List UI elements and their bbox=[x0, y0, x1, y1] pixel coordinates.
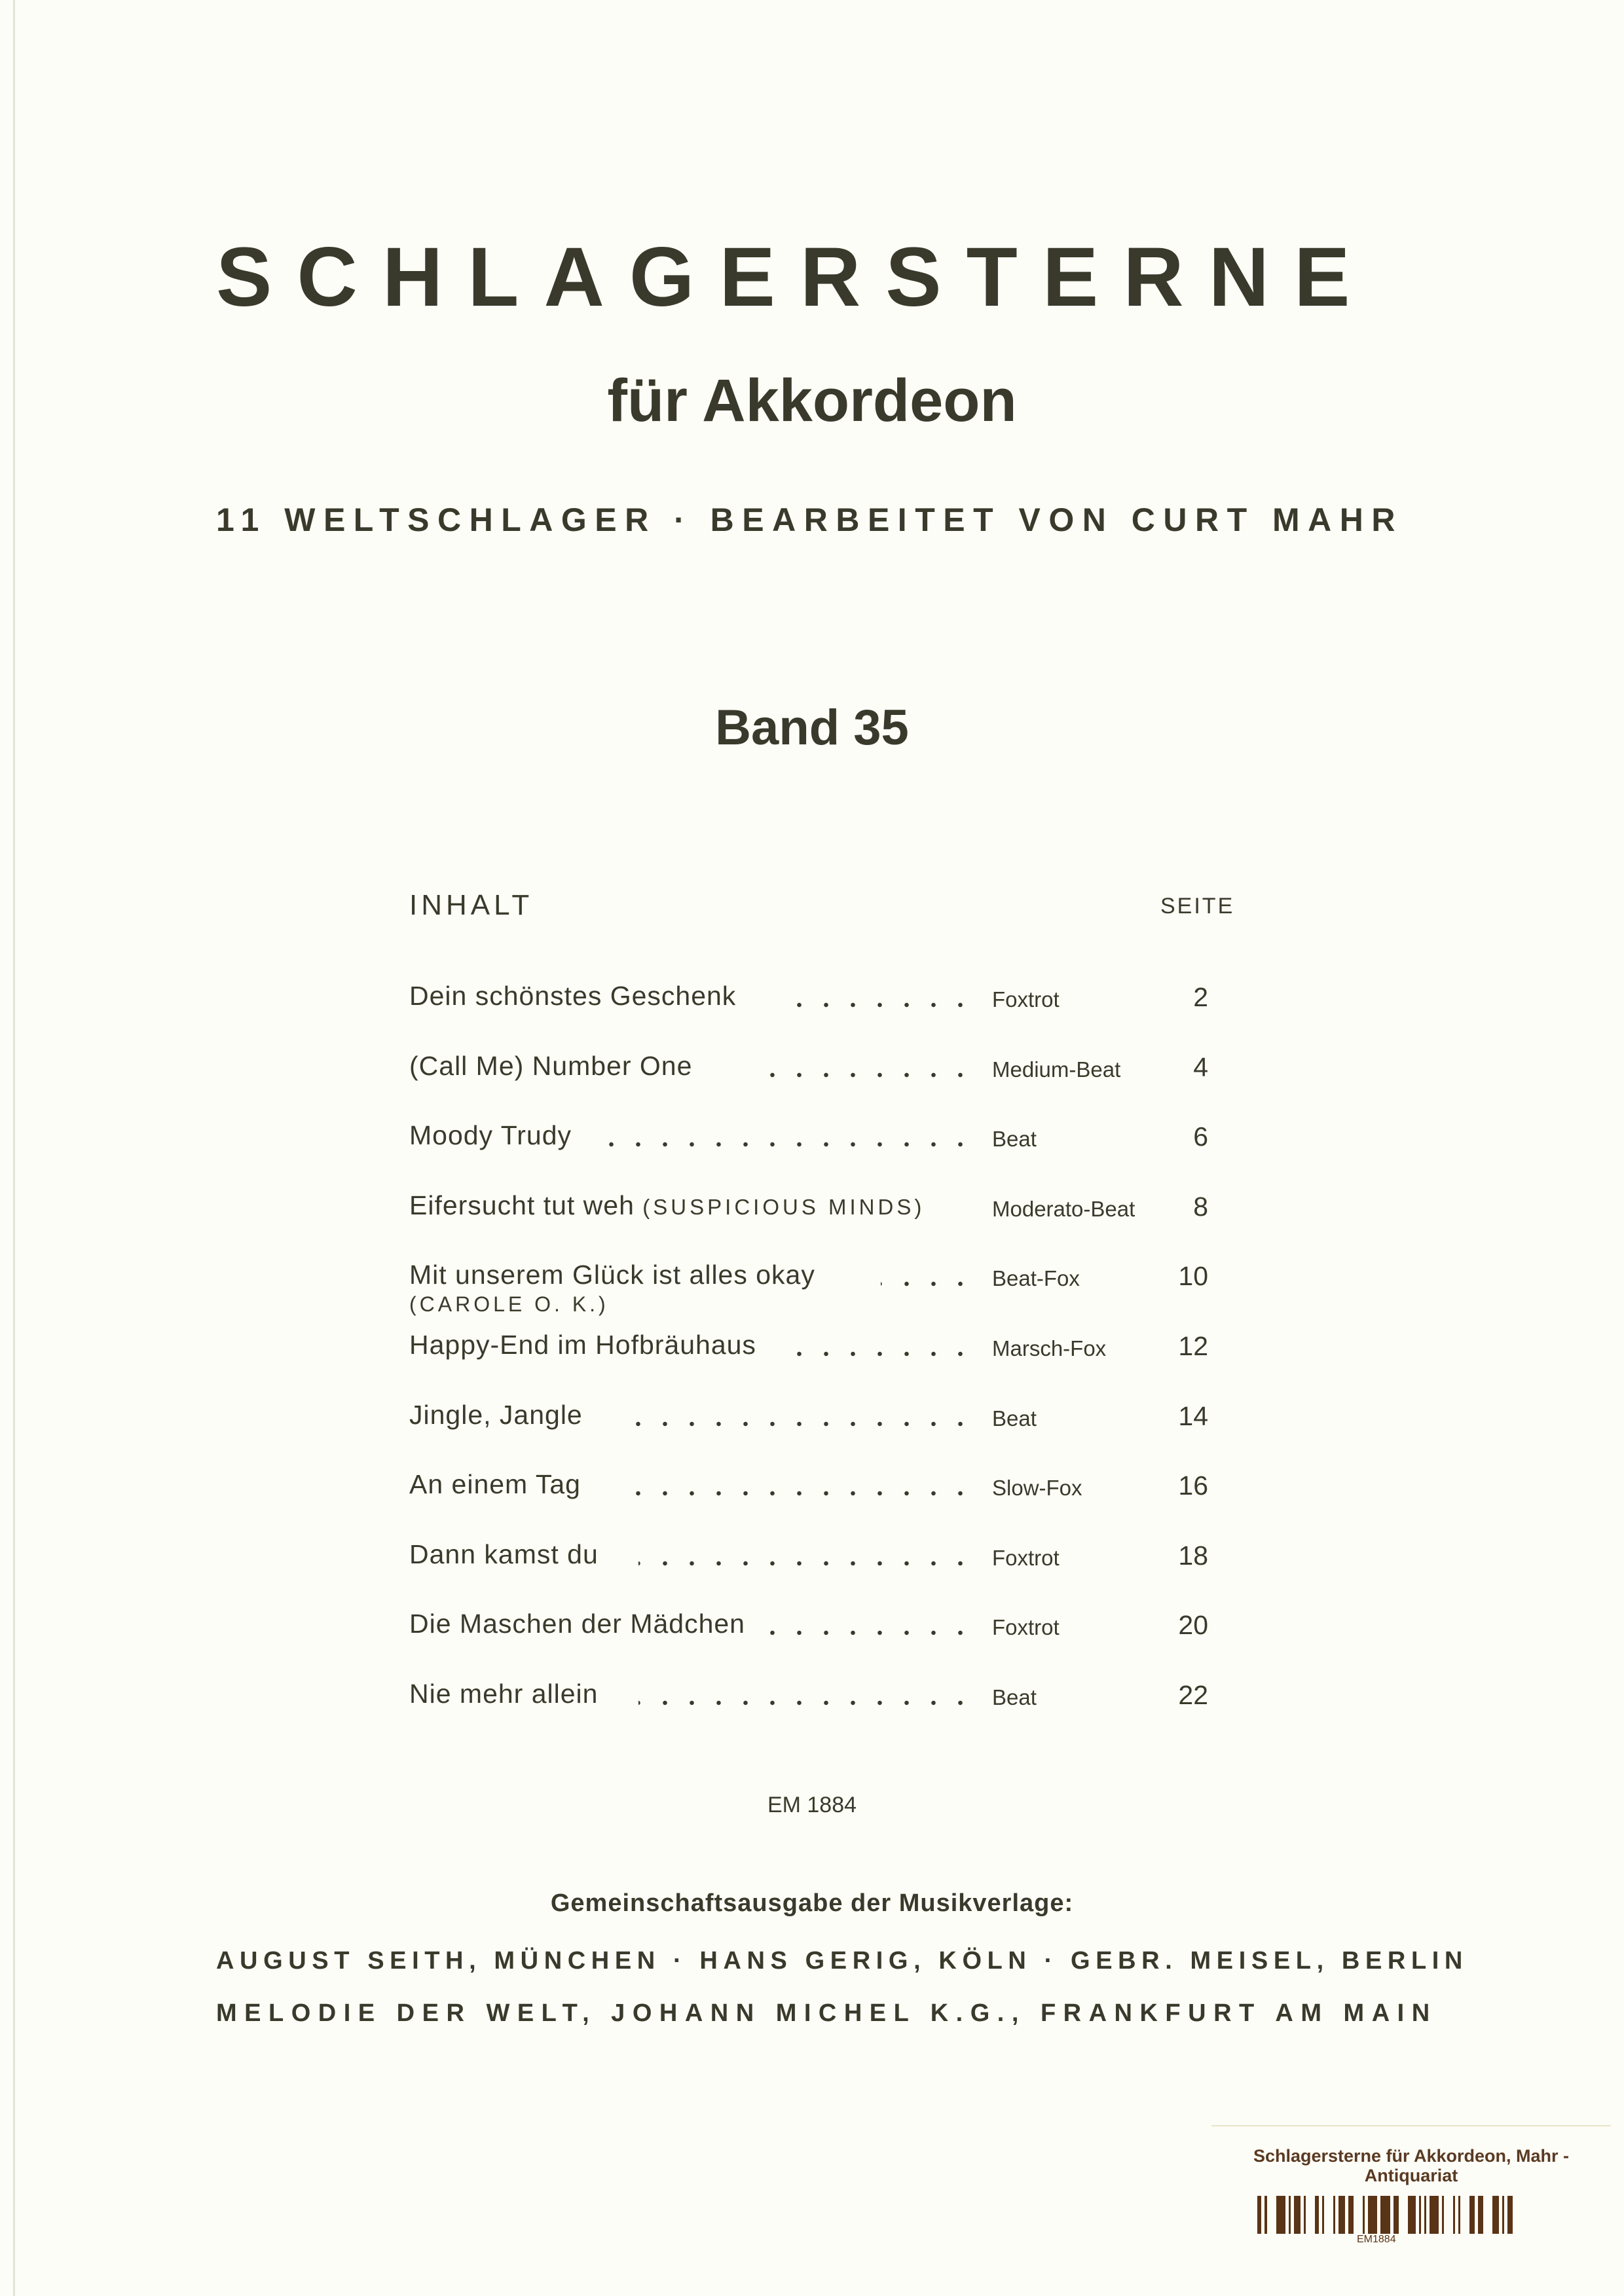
song-tempo: Medium-Beat bbox=[992, 1057, 1121, 1082]
barcode-bar bbox=[1270, 2196, 1273, 2234]
song-title-text: Nie mehr allein bbox=[409, 1678, 599, 1709]
page-edge bbox=[13, 0, 15, 2296]
barcode-bar bbox=[1294, 2196, 1301, 2234]
barcode-bar bbox=[1322, 2196, 1324, 2234]
toc-page-heading: SEITE bbox=[1160, 894, 1235, 919]
song-title bbox=[409, 1609, 745, 1639]
barcode-bar bbox=[1507, 2196, 1513, 2234]
publishers-line-2: MELODIE DER WELT, JOHANN MICHEL K.G., FRANKFURT AM MAIN bbox=[216, 1999, 1437, 2027]
page-title: SCHLAGERSTERNE bbox=[216, 230, 1375, 324]
toc-heading: INHALT bbox=[409, 889, 534, 921]
song-tempo: Foxtrot bbox=[992, 1615, 1060, 1640]
song-title bbox=[409, 1539, 599, 1570]
series-line: 11 WELTSCHLAGER · BEARBEITET VON CURT MAHR bbox=[216, 501, 1403, 538]
barcode-bar bbox=[1380, 2196, 1391, 2234]
song-page-number: 10 bbox=[1178, 1261, 1208, 1292]
dot-leader bbox=[638, 1700, 974, 1706]
toc-entry bbox=[409, 1673, 1208, 1743]
dot-leader bbox=[753, 1072, 974, 1078]
song-tempo: Marsch-Fox bbox=[992, 1336, 1107, 1360]
song-page-number: 12 bbox=[1178, 1330, 1208, 1361]
song-title-text: Moody Trudy bbox=[409, 1120, 572, 1151]
barcode bbox=[1257, 2195, 1513, 2234]
dot-leader bbox=[796, 1351, 974, 1357]
table-of-contents bbox=[409, 975, 1208, 1743]
song-page-number: 20 bbox=[1178, 1610, 1208, 1641]
song-title-text: Happy-End im Hofbräuhaus bbox=[409, 1329, 756, 1360]
barcode-bar bbox=[1486, 2196, 1489, 2234]
barcode-bar bbox=[1458, 2196, 1460, 2234]
song-title-text: Dann kamst du bbox=[409, 1539, 599, 1569]
dot-leader bbox=[763, 1630, 974, 1636]
song-page-number: 2 bbox=[1193, 982, 1208, 1012]
dot-leader bbox=[625, 1490, 974, 1497]
barcode-bar bbox=[1430, 2196, 1439, 2234]
song-tempo: Beat-Fox bbox=[992, 1266, 1080, 1291]
song-tempo: Moderato-Beat bbox=[992, 1196, 1135, 1221]
song-tempo: Foxtrot bbox=[992, 987, 1060, 1011]
dot-leader bbox=[606, 1141, 974, 1148]
barcode-bar bbox=[1442, 2196, 1444, 2234]
publishers-line-1: AUGUST SEITH, MÜNCHEN · HANS GERIG, KÖLN · GEBR. MEISEL, BERLIN bbox=[216, 1947, 1468, 1975]
song-tempo: Slow-Fox bbox=[992, 1476, 1082, 1501]
catalog-number: EM 1884 bbox=[767, 1793, 857, 1817]
song-title-text: Eifersucht tut weh bbox=[409, 1190, 635, 1220]
barcode-bar bbox=[1492, 2196, 1499, 2234]
toc-entry bbox=[409, 1324, 1208, 1394]
toc-entry bbox=[409, 1534, 1208, 1604]
dot-leader bbox=[881, 1281, 974, 1287]
song-title bbox=[409, 1469, 581, 1500]
song-page-number: 14 bbox=[1178, 1400, 1208, 1431]
barcode-bar bbox=[1464, 2196, 1466, 2234]
barcode-bar bbox=[1327, 2196, 1330, 2234]
song-title-text: An einem Tag bbox=[409, 1469, 581, 1500]
toc-entry bbox=[409, 1254, 1208, 1324]
barcode-bar bbox=[1393, 2196, 1399, 2234]
song-original-title: (SUSPICIOUS MINDS) bbox=[642, 1194, 925, 1219]
song-tempo: Beat bbox=[992, 1406, 1037, 1430]
barcode-bar bbox=[1408, 2196, 1416, 2234]
dot-leader bbox=[638, 1560, 974, 1567]
song-title bbox=[409, 1120, 572, 1151]
barcode-bar bbox=[1447, 2196, 1450, 2234]
toc-entry bbox=[409, 975, 1208, 1046]
barcode-bar bbox=[1338, 2196, 1345, 2234]
song-title-text: (Call Me) Number One bbox=[409, 1050, 693, 1081]
song-title-text: Jingle, Jangle bbox=[409, 1399, 583, 1430]
barcode-bar bbox=[1315, 2196, 1319, 2234]
barcode-bar bbox=[1289, 2196, 1291, 2234]
song-original-title: (CAROLE O. K.) bbox=[409, 1292, 609, 1317]
song-tempo: Foxtrot bbox=[992, 1545, 1060, 1570]
barcode-bar bbox=[1276, 2196, 1285, 2234]
toc-entry bbox=[409, 1185, 1208, 1255]
song-page-number: 8 bbox=[1193, 1191, 1208, 1222]
barcode-bar bbox=[1357, 2196, 1359, 2234]
barcode-bar bbox=[1333, 2196, 1335, 2234]
song-tempo: Beat bbox=[992, 1127, 1037, 1152]
barcode-bar bbox=[1368, 2196, 1377, 2234]
toc-entry bbox=[409, 1464, 1208, 1534]
barcode-bar bbox=[1257, 2196, 1261, 2234]
barcode-bar bbox=[1309, 2196, 1312, 2234]
barcode-bar bbox=[1453, 2196, 1455, 2234]
song-title-text: Dein schönstes Geschenk bbox=[409, 981, 737, 1011]
song-page-number: 16 bbox=[1178, 1470, 1208, 1501]
song-page-number: 22 bbox=[1178, 1679, 1208, 1710]
toc-entry bbox=[409, 1046, 1208, 1116]
song-tempo: Beat bbox=[992, 1685, 1037, 1709]
song-page-number: 18 bbox=[1178, 1540, 1208, 1571]
barcode-bar bbox=[1402, 2196, 1405, 2234]
barcode-bar bbox=[1419, 2196, 1421, 2234]
toc-entry bbox=[409, 1603, 1208, 1673]
dot-leader bbox=[776, 1002, 974, 1008]
dot-leader bbox=[625, 1421, 974, 1427]
sticker-line-2: Antiquariat bbox=[1364, 2166, 1458, 2185]
sticker-line-1: Schlagersterne für Akkordeon, Mahr - bbox=[1253, 2146, 1570, 2166]
song-title bbox=[409, 1051, 692, 1082]
seller-sticker bbox=[1211, 2125, 1611, 2257]
song-title bbox=[409, 1400, 583, 1430]
barcode-bar bbox=[1469, 2196, 1475, 2234]
song-title bbox=[409, 981, 736, 1011]
barcode-bar bbox=[1363, 2196, 1365, 2234]
song-title bbox=[409, 1679, 598, 1709]
toc-entry bbox=[409, 1394, 1208, 1465]
volume-label: Band 35 bbox=[715, 700, 909, 756]
barcode-bar bbox=[1424, 2196, 1426, 2234]
barcode-bar bbox=[1478, 2196, 1483, 2234]
song-title bbox=[409, 1330, 756, 1360]
barcode-text: EM1884 bbox=[1357, 2234, 1396, 2245]
barcode-bar bbox=[1348, 2196, 1354, 2234]
song-title bbox=[409, 1260, 815, 1290]
publisher-heading: Gemeinschaftsausgabe der Musikverlage: bbox=[550, 1889, 1074, 1917]
song-page-number: 4 bbox=[1193, 1051, 1208, 1082]
page-subtitle: für Akkordeon bbox=[607, 367, 1017, 434]
toc-entry bbox=[409, 1115, 1208, 1185]
barcode-bar bbox=[1502, 2196, 1504, 2234]
song-title-text: Die Maschen der Mädchen bbox=[409, 1609, 745, 1639]
barcode-bar bbox=[1264, 2196, 1267, 2234]
song-title bbox=[409, 1190, 925, 1221]
barcode-bar bbox=[1304, 2196, 1306, 2234]
sticker-text bbox=[1211, 2146, 1611, 2185]
song-page-number: 6 bbox=[1193, 1121, 1208, 1152]
song-title-text: Mit unserem Glück ist alles okay bbox=[409, 1260, 815, 1290]
